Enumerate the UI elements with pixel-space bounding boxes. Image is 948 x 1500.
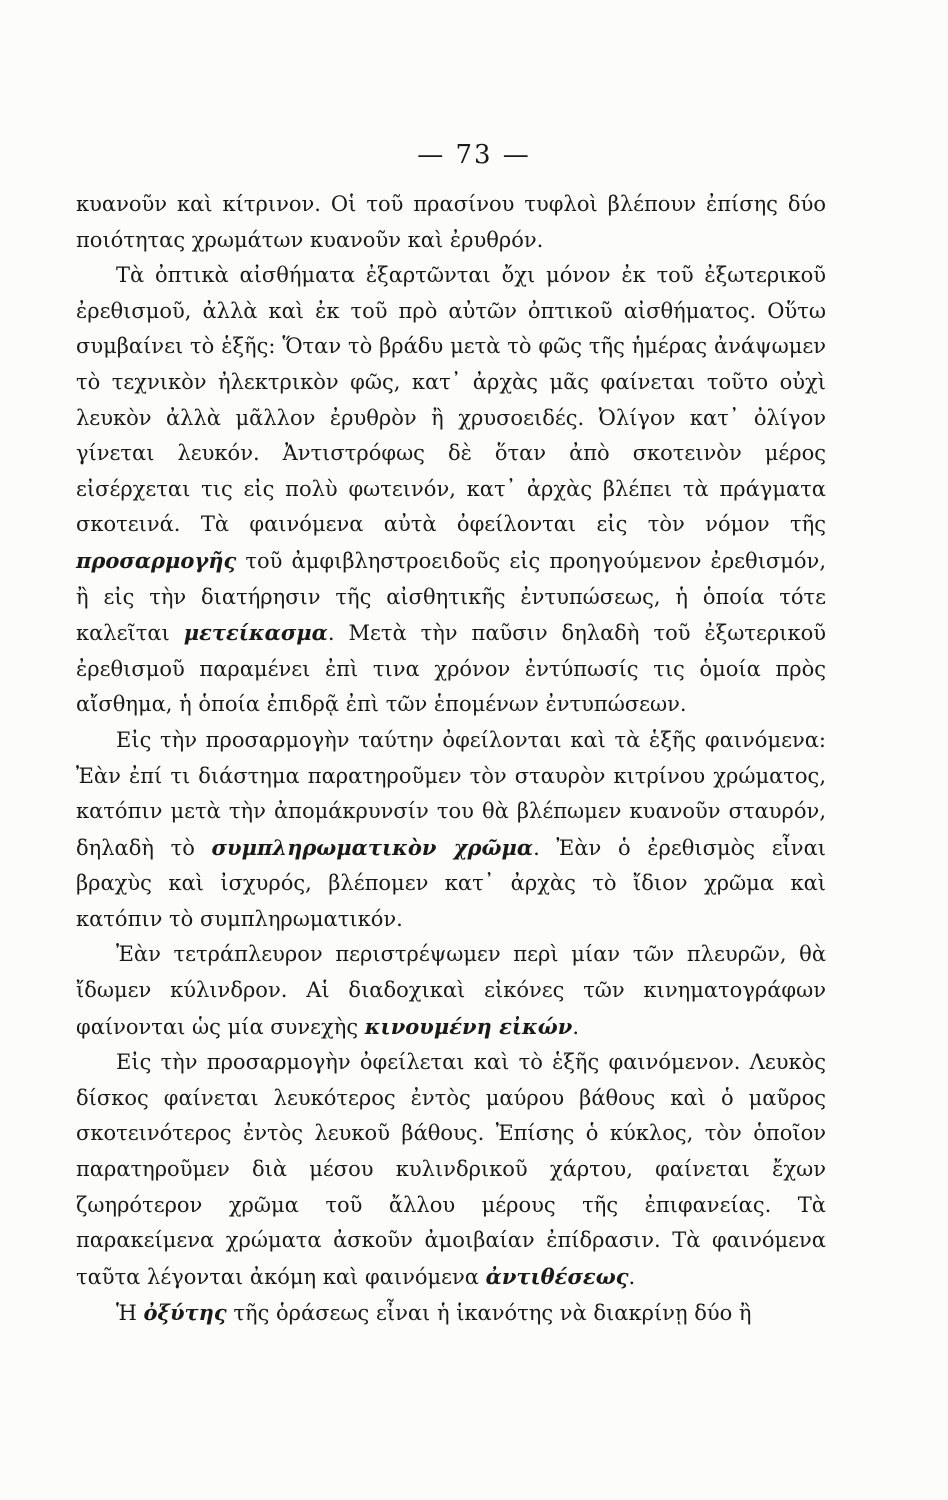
page-number: — 73 — — [417, 140, 531, 170]
paragraph-3 — [76, 723, 826, 938]
emphasized-term: ἀντιθέσεως — [485, 1263, 629, 1289]
emphasized-term: προσαρμογῆς — [76, 547, 237, 573]
emphasized-term: κινουμένη εἰκών — [364, 1013, 573, 1039]
body-text — [76, 187, 826, 1332]
text-span: . — [572, 1014, 580, 1039]
text-span: Εἰς τὴν προσαρμογὴν ταύτην ὀφείλονται καὶ τὰ ἑξῆς φαινόμενα: Ἐὰν ἐπί τι διάστημα παρατηροῦμεν τὸν σταυρὸν κιτρίνου χρώματος, κατόπιν μετὰ τὴν ἀπομάκρυνσίν του θὰ βλέπωμεν κυανοῦν σταυρόν, δηλαδὴ τὸ — [76, 727, 826, 860]
emphasized-term: συμπληρωματικὸν χρῶμα — [211, 834, 534, 860]
paragraph-5 — [76, 1045, 826, 1295]
text-span: τοῦ ἀμφιβληστροειδοῦς εἰς προηγούμενον ἐρεθισμόν, ἢ εἰς τὴν διατήρησιν τῆς αἰσθητικῆς ἐντυπώσεως, ἡ ὁποία τότε καλεῖται — [76, 548, 826, 646]
text-span: . Μετὰ τὴν παῦσιν δηλαδὴ τοῦ ἐξωτερικοῦ ἐρεθισμοῦ παραμένει ἐπὶ τινα χρόνον ἐντύπωσίς τις ὁμοία πρὸς αἴσθημα, ἡ ὁποία ἐπιδρᾷ ἐπὶ τῶν ἑπομένων ἐντυπώσεων. — [76, 621, 826, 717]
paragraph-1 — [76, 187, 826, 258]
text-span: Ἡ — [116, 1301, 144, 1326]
paragraph-2 — [76, 258, 826, 723]
emphasized-term: μετείκασμα — [183, 620, 328, 646]
emphasized-term: ὀξύτης — [143, 1300, 227, 1326]
text-span: . — [628, 1264, 636, 1289]
text-span: . Ἐὰν ὁ ἐρεθισμὸς εἶναι βραχὺς καὶ ἰσχυρός, βλέπομεν κατ᾽ ἀρχὰς τὸ ἴδιον χρῶμα καὶ κατόπιν τὸ συμπληρωματικόν. — [76, 835, 826, 931]
text-span: Τὰ ὀπτικὰ αἰσθήματα ἐξαρτῶνται ὄχι μόνον ἐκ τοῦ ἐξωτερικοῦ ἐρεθισμοῦ, ἀλλὰ καὶ ἐκ τοῦ πρὸ αὐτῶν ὀπτικοῦ αἰσθήματος. Οὕτω συμβαίνει τὸ ἑξῆς: Ὅταν τὸ βράδυ μετὰ τὸ φῶς τῆς ἡμέρας ἀνάψωμεν τὸ τεχνικὸν ἠλεκτρικὸν φῶς, κατ᾽ ἀρχὰς μᾶς φαίνεται τοῦτο οὐχὶ λευκὸν ἀλλὰ μᾶλλον ἐρυθρὸν ἢ χρυσοειδές. Ὀλίγον κατ᾽ ὀλίγον γίνεται λευκόν. Ἀντιστρόφως δὲ ὅταν ἀπὸ σκοτεινὸν μέρος εἰσέρχεται τις εἰς πολὺ φωτεινόν, κατ᾽ ἀρχὰς βλέπει τὰ πράγματα σκοτεινά. Τὰ φαινόμενα αὐτὰ ὀφείλονται εἰς τὸν νόμον τῆς — [76, 263, 826, 537]
text-span: Εἰς τὴν προσαρμογὴν ὀφείλεται καὶ τὸ ἑξῆς φαινόμενον. Λευκὸς δίσκος φαίνεται λευκότερος ἐντὸς μαύρου βάθους καὶ ὁ μαῦρος σκοτεινότερος ἐντὸς λευκοῦ βάθους. Ἐπίσης ὁ κύκλος, τὸν ὁποῖον παρατηροῦμεν διὰ μέσου κυλινδρικοῦ χάρτου, φαίνεται ἔχων ζωηρότερον χρῶμα τοῦ ἄλλου μέρους τῆς ἐπιφανείας. Τὰ παρακείμενα χρώματα ἀσκοῦν ἀμοιβαίαν ἐπίδρασιν. Τὰ φαινόμενα ταῦτα λέγονται ἀκόμη καὶ φαινόμενα — [76, 1050, 826, 1289]
text-span: τῆς ὁράσεως εἶναι ἡ ἱκανότης νὰ διακρίνῃ δύο ἢ — [226, 1301, 752, 1326]
paragraph-6 — [76, 1295, 826, 1332]
text-span: Ἐὰν τετράπλευρον περιστρέψωμεν περὶ μίαν τῶν πλευρῶν, θὰ ἴδωμεν κύλινδρον. Αἱ διαδοχικαὶ εἰκόνες τῶν κινηματογράφων φαίνονται ὡς μία συνεχὴς — [76, 942, 826, 1039]
text-span: κυανοῦν καὶ κίτρινον. Οἱ τοῦ πρασίνου τυφλοὶ βλέπουν ἐπίσης δύο ποιότητας χρωμάτων κυανοῦν καὶ ἐρυθρόν. — [76, 192, 826, 252]
paragraph-4 — [76, 937, 826, 1045]
